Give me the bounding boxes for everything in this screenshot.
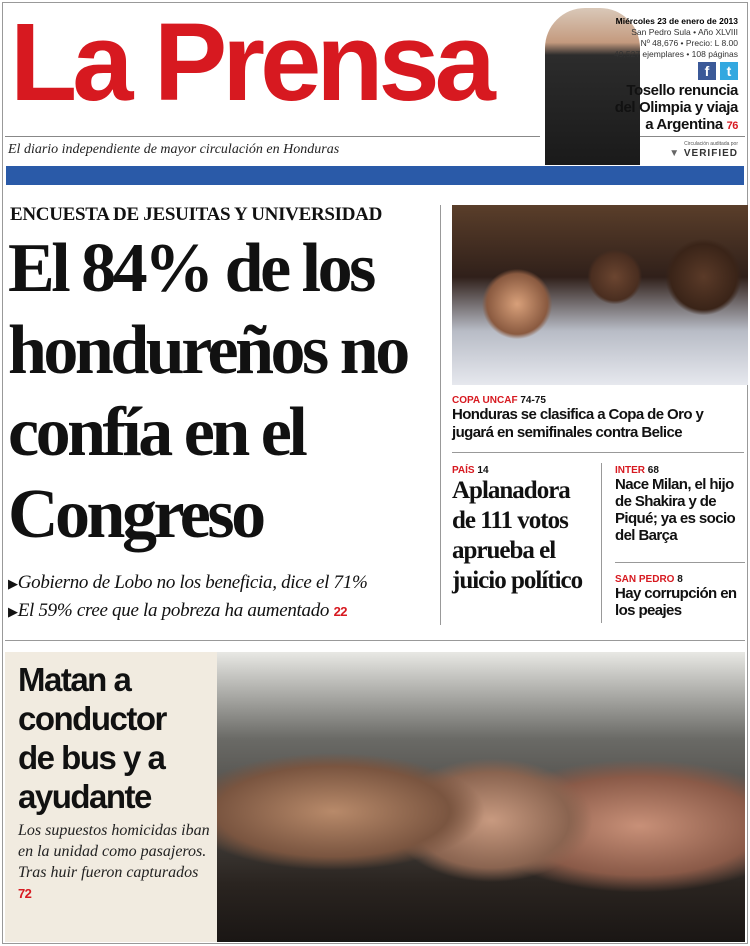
date: Miércoles 23 de enero de 2013 [615,16,738,26]
triangle-icon: ▶ [8,604,18,619]
pais-story[interactable] [452,465,592,596]
circulation: 49,527 ejemplares • 108 páginas [614,49,738,59]
grieving-family-photo [217,652,745,942]
social-links [698,62,738,80]
twitter-icon[interactable]: t [720,62,738,80]
inter-story[interactable] [615,465,745,544]
section-label: SAN PEDRO [615,574,675,585]
audit-label: Circulación auditada por [684,141,738,147]
teaser-headline[interactable] [538,82,738,135]
teaser-line: a Argentina [645,116,723,133]
column-divider [601,463,602,623]
lead-kicker: ENCUESTA DE JESUITAS Y UNIVERSIDAD [10,204,382,225]
football-players-photo [452,205,748,385]
sanpedro-headline: Hay corrupción en los peajes [615,585,737,619]
page-ref: 74-75 [520,395,546,406]
verified-badge [669,148,738,159]
section-label: PAÍS [452,465,475,476]
bullet-text: El 59% cree que la pobreza ha aumentado [17,600,330,621]
sanpedro-story[interactable] [615,574,745,619]
page-ref: 14 [477,465,489,476]
page-ref: 76 [726,120,738,132]
page-ref: 68 [647,465,659,476]
teaser-line: Tosello renuncia [626,82,738,99]
blue-bar [6,166,744,185]
lead-bullet [8,572,367,594]
verified-icon: ▼ [669,148,681,159]
page-ref: 72 [18,886,32,901]
column-divider [440,205,441,625]
facebook-icon[interactable]: f [698,62,716,80]
summary-text: Los supuestos homicidas iban en la unidad como pasajeros. Tras huir fueron capturados [18,822,210,881]
verified-label: VERIFIED [683,148,738,159]
divider [615,562,745,563]
crime-summary [18,820,213,904]
inter-headline: Nace Milan, el hijo de Shakira y de Piqué; ya es socio del Barça [615,476,736,544]
section-label: INTER [615,465,645,476]
sports-story[interactable] [452,395,742,442]
crime-headline[interactable]: Matan a conductor de bus y a ayudante [18,661,166,815]
section-label: COPA UNCAF [452,395,518,406]
newspaper-logo[interactable]: La Prensa [10,1,491,124]
tagline: El diario independiente de mayor circulación en Honduras [8,142,340,157]
sports-headline: Honduras se clasifica a Copa de Oro y jugará en semifinales contra Belice [452,406,704,441]
edition: San Pedro Sula • Año XLVIII [631,27,738,37]
issue-number: Nº 48,676 • Precio: L 8.00 [640,38,738,48]
page-ref: 8 [677,574,683,585]
teaser-line: del Olimpia y viaja [614,99,738,116]
bullet-text: Gobierno de Lobo no los beneficia, dice el 71% [17,572,368,593]
pais-headline: Aplanadora de 111 votos aprueba el juicio político [452,477,583,594]
divider [5,136,540,137]
lead-bullet [8,600,347,622]
triangle-icon: ▶ [8,576,18,591]
divider [452,452,744,453]
page-ref: 22 [333,604,347,619]
edition-info [614,16,738,60]
lead-headline[interactable]: El 84% de los hondureños no confía en el Congreso [8,230,407,553]
divider [5,640,745,641]
